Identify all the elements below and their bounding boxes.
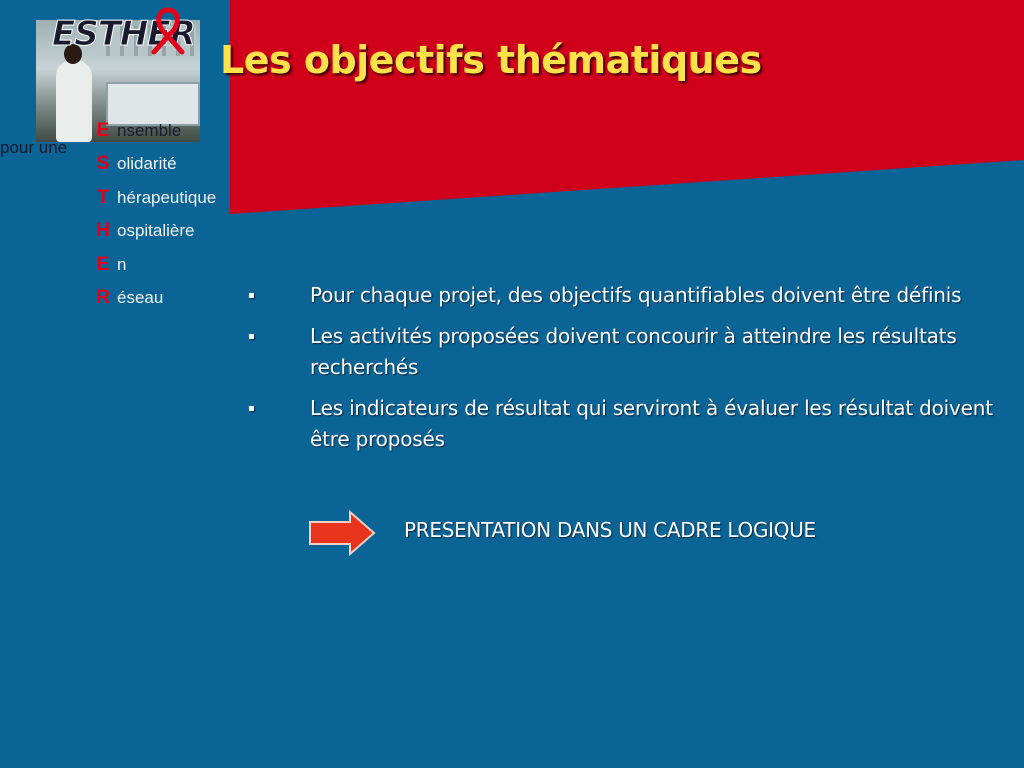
acronym-item (92, 248, 216, 282)
acronym-list (92, 114, 216, 315)
acronym-word: éseau (117, 288, 164, 308)
red-ribbon-icon (138, 4, 198, 56)
acronym-item (92, 114, 216, 148)
bullet-text: Les indicateurs de résultat qui serviront à évaluer les résultat doivent être proposés (310, 396, 993, 451)
acronym-item (92, 215, 216, 249)
acronym-letter: E (96, 119, 110, 141)
logo-brand-text: ESTHER (52, 14, 195, 54)
acronym-word: ospitalière (117, 221, 195, 241)
bullet-marker-icon: ▪ (248, 331, 255, 342)
bullet-text: Les activités proposées doivent concourir à atteindre les résultats recherchés (310, 324, 957, 379)
acronym-letter: R (96, 287, 110, 309)
acronym-word: n (117, 254, 127, 274)
logo-prefix: pour une (0, 138, 68, 157)
acronym-word: nsemble (117, 120, 182, 140)
acronym-word: olidarité (117, 154, 177, 174)
acronym-letter: T (97, 186, 109, 208)
callout-text: PRESENTATION DANS UN CADRE LOGIQUE (404, 518, 816, 542)
acronym-letter: E (96, 253, 110, 275)
acronym-item (92, 148, 216, 182)
acronym-word: hérapeutique (117, 187, 217, 207)
bullet-marker-icon: ▪ (248, 403, 255, 414)
acronym-item (92, 282, 216, 316)
acronym-letter: S (96, 153, 110, 175)
bullet-item (248, 321, 998, 383)
bullet-list (248, 280, 998, 465)
slide-title: Les objectifs thématiques (220, 38, 762, 82)
bullet-text: Pour chaque projet, des objectifs quantifiables doivent être définis (310, 283, 962, 307)
bullet-item (248, 393, 998, 455)
acronym-letter: H (96, 220, 110, 242)
acronym-item (92, 181, 216, 215)
bullet-marker-icon: ▪ (248, 290, 255, 301)
photo-person (56, 60, 92, 142)
bullet-item (248, 280, 998, 311)
right-arrow-icon (308, 510, 376, 556)
